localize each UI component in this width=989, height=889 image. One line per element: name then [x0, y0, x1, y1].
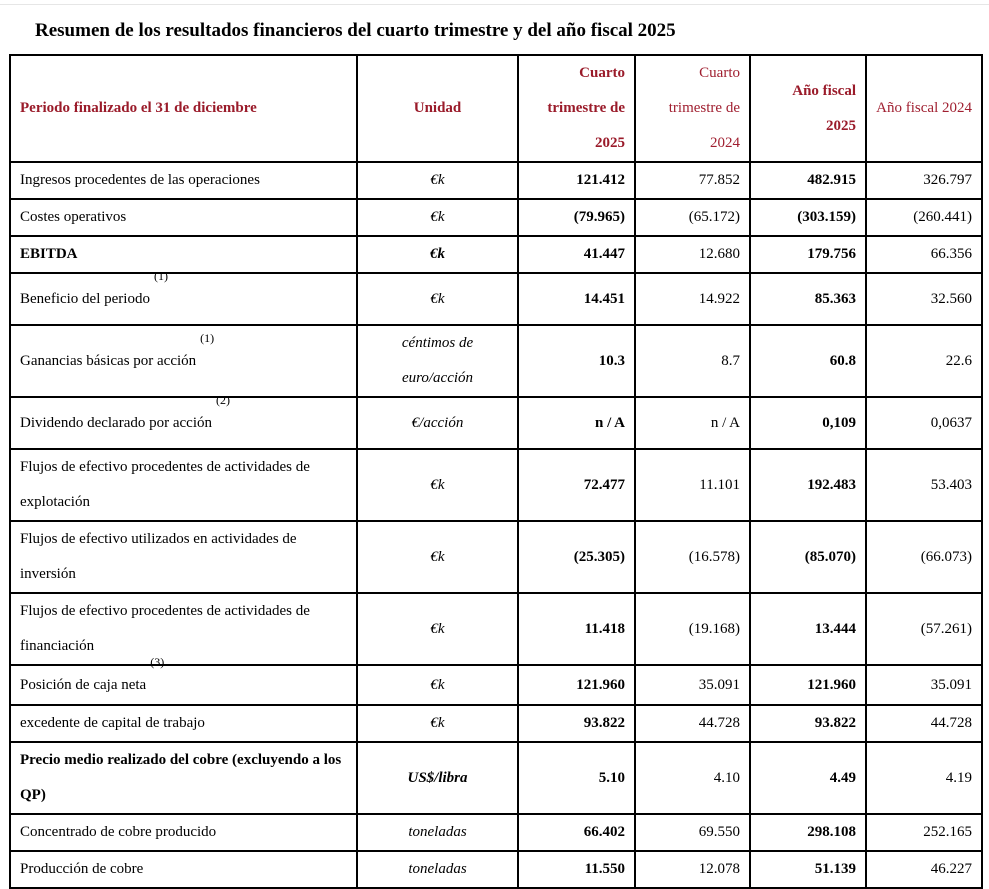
- row-unit: [357, 199, 518, 236]
- value-q4-2024-text: 35.091: [698, 676, 740, 693]
- row-unit: [357, 665, 518, 705]
- row-unit: [357, 325, 518, 397]
- value-q4-2025: [518, 236, 635, 273]
- row-label: [10, 742, 357, 814]
- row-unit: [357, 273, 518, 325]
- value-q4-2025: [518, 162, 635, 199]
- value-fy-2024: [866, 273, 982, 325]
- value-fy-2024: [866, 397, 982, 449]
- value-fy-2024: [866, 593, 982, 665]
- value-q4-2025: [518, 814, 635, 851]
- row-unit-text: €k: [430, 548, 445, 565]
- value-fy-2024: [866, 521, 982, 593]
- value-fy-2024: [866, 851, 982, 888]
- row-unit-text: €/acción: [411, 414, 464, 431]
- header-fy-2025: Año fiscal 2025: [750, 55, 866, 162]
- value-q4-2025-text: 41.447: [583, 246, 625, 262]
- footnote-marker: (1): [153, 268, 168, 283]
- value-q4-2024-text: 44.728: [698, 715, 740, 731]
- value-fy-2025-text: 60.8: [829, 352, 856, 369]
- header-fy-2024: Año fiscal 2024: [866, 55, 982, 162]
- row-label: [10, 705, 357, 742]
- value-fy-2025: [750, 705, 866, 742]
- value-q4-2024: [635, 449, 750, 521]
- value-fy-2025-text: 13.444: [814, 620, 856, 637]
- header-q4-2024: Cuarto trimestre de 2024: [635, 55, 750, 162]
- value-fy-2025: [750, 814, 866, 851]
- value-q4-2024: [635, 273, 750, 325]
- table-row: [10, 397, 982, 449]
- row-unit-text: €k: [430, 476, 445, 493]
- value-fy-2025: [750, 665, 866, 705]
- value-q4-2025-text: 93.822: [583, 715, 625, 731]
- footnote-marker: (2): [216, 392, 231, 407]
- table-row: [10, 814, 982, 851]
- value-fy-2024: [866, 325, 982, 397]
- value-q4-2025-text: (25.305): [573, 548, 625, 565]
- value-fy-2025: [750, 742, 866, 814]
- value-q4-2025-text: 121.412: [576, 172, 625, 188]
- value-q4-2025: [518, 199, 635, 236]
- row-unit-text: €k: [430, 676, 445, 693]
- value-fy-2024: [866, 199, 982, 236]
- row-unit-text: toneladas: [408, 824, 467, 840]
- value-fy-2024: [866, 742, 982, 814]
- row-label: [10, 392, 357, 449]
- row-label: [10, 268, 357, 325]
- row-unit: [357, 162, 518, 199]
- row-label-text: Dividendo declarado por acción: [20, 414, 213, 431]
- row-label: [10, 199, 357, 236]
- header-unit: Unidad: [357, 55, 518, 162]
- value-q4-2024-text: (65.172): [688, 209, 740, 225]
- row-label-text: EBITDA: [20, 246, 78, 262]
- value-q4-2024-text: (16.578): [688, 548, 740, 565]
- value-q4-2024: [635, 236, 750, 273]
- row-unit: [357, 814, 518, 851]
- value-fy-2024-text: 0,0637: [930, 414, 972, 431]
- table-row: [10, 665, 982, 705]
- row-unit-text: US$/libra: [407, 769, 468, 786]
- value-q4-2025: [518, 325, 635, 397]
- footnote-marker: (1): [200, 330, 215, 345]
- value-q4-2025: [518, 449, 635, 521]
- value-fy-2025: [750, 325, 866, 397]
- value-fy-2024-text: 35.091: [930, 676, 972, 693]
- value-fy-2025-text: 85.363: [814, 290, 856, 307]
- value-fy-2025: [750, 236, 866, 273]
- value-q4-2025-text: (79.965): [573, 209, 625, 225]
- value-q4-2024-text: n / A: [710, 414, 740, 431]
- value-q4-2025: [518, 851, 635, 888]
- value-fy-2024-text: 22.6: [945, 352, 972, 369]
- value-fy-2025-text: 179.756: [807, 246, 856, 262]
- value-fy-2025: [750, 162, 866, 199]
- value-fy-2024: [866, 162, 982, 199]
- row-label: [10, 851, 357, 888]
- value-fy-2024: [866, 449, 982, 521]
- value-fy-2025: [750, 449, 866, 521]
- value-q4-2025-text: n / A: [594, 414, 625, 431]
- value-fy-2024: [866, 665, 982, 705]
- row-label: [10, 654, 357, 705]
- value-q4-2024-text: 77.852: [698, 172, 740, 188]
- value-fy-2025: [750, 397, 866, 449]
- row-unit: [357, 236, 518, 273]
- row-unit-text: €k: [430, 172, 445, 188]
- value-q4-2024-text: 4.10: [713, 769, 740, 786]
- value-fy-2025-text: (303.159): [797, 209, 856, 225]
- row-label: [10, 325, 357, 397]
- value-fy-2025: [750, 273, 866, 325]
- value-q4-2024-text: 69.550: [698, 824, 740, 840]
- table-row: [10, 449, 982, 521]
- value-fy-2024: [866, 814, 982, 851]
- table-row: [10, 273, 982, 325]
- value-fy-2024-text: (66.073): [920, 548, 972, 565]
- row-unit: [357, 705, 518, 742]
- value-q4-2024: [635, 521, 750, 593]
- value-fy-2025-text: (85.070): [804, 548, 856, 565]
- value-q4-2024: [635, 199, 750, 236]
- row-unit: [357, 397, 518, 449]
- row-label: [10, 814, 357, 851]
- row-unit-text: toneladas: [408, 861, 467, 877]
- value-q4-2024: [635, 851, 750, 888]
- row-label-text: Precio medio realizado del cobre (excluyendo a los QP): [20, 752, 342, 803]
- value-q4-2024: [635, 397, 750, 449]
- row-label-text: excedente de capital de trabajo: [20, 715, 205, 731]
- value-q4-2024-text: 11.101: [699, 476, 740, 493]
- row-label-text: Flujos de efectivo procedentes de actividades de explotación: [20, 459, 310, 510]
- value-q4-2025-text: 72.477: [583, 476, 625, 493]
- financial-summary-table: [9, 54, 983, 889]
- value-fy-2024: [866, 236, 982, 273]
- value-fy-2024-text: 46.227: [930, 861, 972, 877]
- value-q4-2024-text: 12.680: [698, 246, 740, 262]
- table-row: [10, 705, 982, 742]
- value-fy-2024-text: 53.403: [930, 476, 972, 493]
- value-q4-2024: [635, 742, 750, 814]
- row-unit: [357, 521, 518, 593]
- row-unit: [357, 742, 518, 814]
- row-unit: [357, 851, 518, 888]
- value-fy-2025-text: 482.915: [807, 172, 856, 188]
- row-unit: [357, 449, 518, 521]
- top-divider: [0, 4, 989, 5]
- table-row: [10, 742, 982, 814]
- value-q4-2025: [518, 665, 635, 705]
- value-fy-2024-text: (260.441): [913, 209, 972, 225]
- row-unit-text: céntimos de euro/acción: [401, 335, 474, 386]
- value-q4-2025-text: 11.418: [584, 620, 625, 637]
- value-fy-2024-text: 32.560: [930, 290, 972, 307]
- value-q4-2024: [635, 162, 750, 199]
- row-label: [10, 162, 357, 199]
- value-fy-2024-text: 252.165: [923, 824, 972, 840]
- value-fy-2025-text: 51.139: [814, 861, 856, 877]
- value-q4-2025: [518, 593, 635, 665]
- value-fy-2024-text: 44.728: [930, 715, 972, 731]
- row-label-text: Ingresos procedentes de las operaciones: [20, 172, 260, 188]
- row-label: [10, 449, 357, 521]
- value-q4-2024: [635, 705, 750, 742]
- value-fy-2024-text: 326.797: [923, 172, 972, 188]
- value-fy-2025-text: 298.108: [807, 824, 856, 840]
- row-unit-text: €k: [430, 246, 445, 262]
- footnote-marker: (3): [150, 654, 165, 669]
- value-q4-2025-text: 66.402: [583, 824, 625, 840]
- value-q4-2024-text: 14.922: [698, 290, 740, 307]
- table-header-row: [10, 55, 982, 162]
- row-label-text: Concentrado de cobre producido: [20, 824, 217, 840]
- row-label-text: Producción de cobre: [20, 861, 144, 877]
- row-label-text: Posición de caja neta: [20, 676, 147, 693]
- row-label-text: Flujos de efectivo utilizados en actividades de inversión: [20, 531, 297, 582]
- row-label-text: Beneficio del periodo: [20, 290, 150, 307]
- row-label: [10, 521, 357, 593]
- value-fy-2025-text: 4.49: [829, 769, 856, 786]
- value-q4-2025: [518, 705, 635, 742]
- value-fy-2025: [750, 851, 866, 888]
- header-q4-2025: Cuarto trimestre de 2025: [518, 55, 635, 162]
- row-unit-text: €k: [430, 209, 445, 225]
- value-fy-2024-text: 4.19: [945, 769, 972, 786]
- table-row: [10, 851, 982, 888]
- value-fy-2025: [750, 593, 866, 665]
- value-q4-2024-text: (19.168): [688, 620, 740, 637]
- value-q4-2025-text: 5.10: [598, 769, 625, 786]
- value-q4-2024: [635, 325, 750, 397]
- row-unit: [357, 593, 518, 665]
- value-q4-2024: [635, 593, 750, 665]
- row-unit-text: €k: [430, 290, 445, 307]
- table-row: [10, 199, 982, 236]
- value-fy-2025: [750, 521, 866, 593]
- table-row: [10, 521, 982, 593]
- value-q4-2025: [518, 273, 635, 325]
- value-q4-2025: [518, 742, 635, 814]
- row-unit-text: €k: [430, 620, 445, 637]
- value-fy-2024-text: (57.261): [920, 620, 972, 637]
- value-fy-2025-text: 93.822: [814, 715, 856, 731]
- value-q4-2024-text: 12.078: [698, 861, 740, 877]
- table-row: [10, 236, 982, 273]
- value-q4-2025-text: 10.3: [598, 352, 625, 369]
- value-fy-2025-text: 121.960: [807, 676, 856, 693]
- table-row: [10, 162, 982, 199]
- value-q4-2025: [518, 521, 635, 593]
- value-q4-2024-text: 8.7: [721, 352, 740, 369]
- row-label-text: Ganancias básicas por acción: [20, 352, 197, 369]
- value-q4-2025-text: 11.550: [584, 861, 625, 877]
- value-q4-2024: [635, 665, 750, 705]
- value-q4-2025: [518, 397, 635, 449]
- row-label-text: Costes operativos: [20, 209, 127, 225]
- row-label: [10, 236, 357, 273]
- value-fy-2025-text: 0,109: [822, 414, 856, 431]
- row-label: [10, 593, 357, 665]
- value-fy-2024-text: 66.356: [930, 246, 972, 262]
- value-fy-2025-text: 192.483: [807, 476, 856, 493]
- value-fy-2024: [866, 705, 982, 742]
- value-q4-2025-text: 121.960: [576, 676, 625, 693]
- value-q4-2025-text: 14.451: [583, 290, 625, 307]
- row-unit-text: €k: [430, 715, 445, 731]
- row-label-text: Flujos de efectivo procedentes de actividades de financiación: [20, 603, 310, 654]
- header-period: Periodo finalizado el 31 de diciembre: [10, 55, 357, 162]
- value-q4-2024: [635, 814, 750, 851]
- value-fy-2025: [750, 199, 866, 236]
- page-title: Resumen de los resultados financieros del cuarto trimestre y del año fiscal 2025: [35, 20, 676, 41]
- table-row: [10, 325, 982, 397]
